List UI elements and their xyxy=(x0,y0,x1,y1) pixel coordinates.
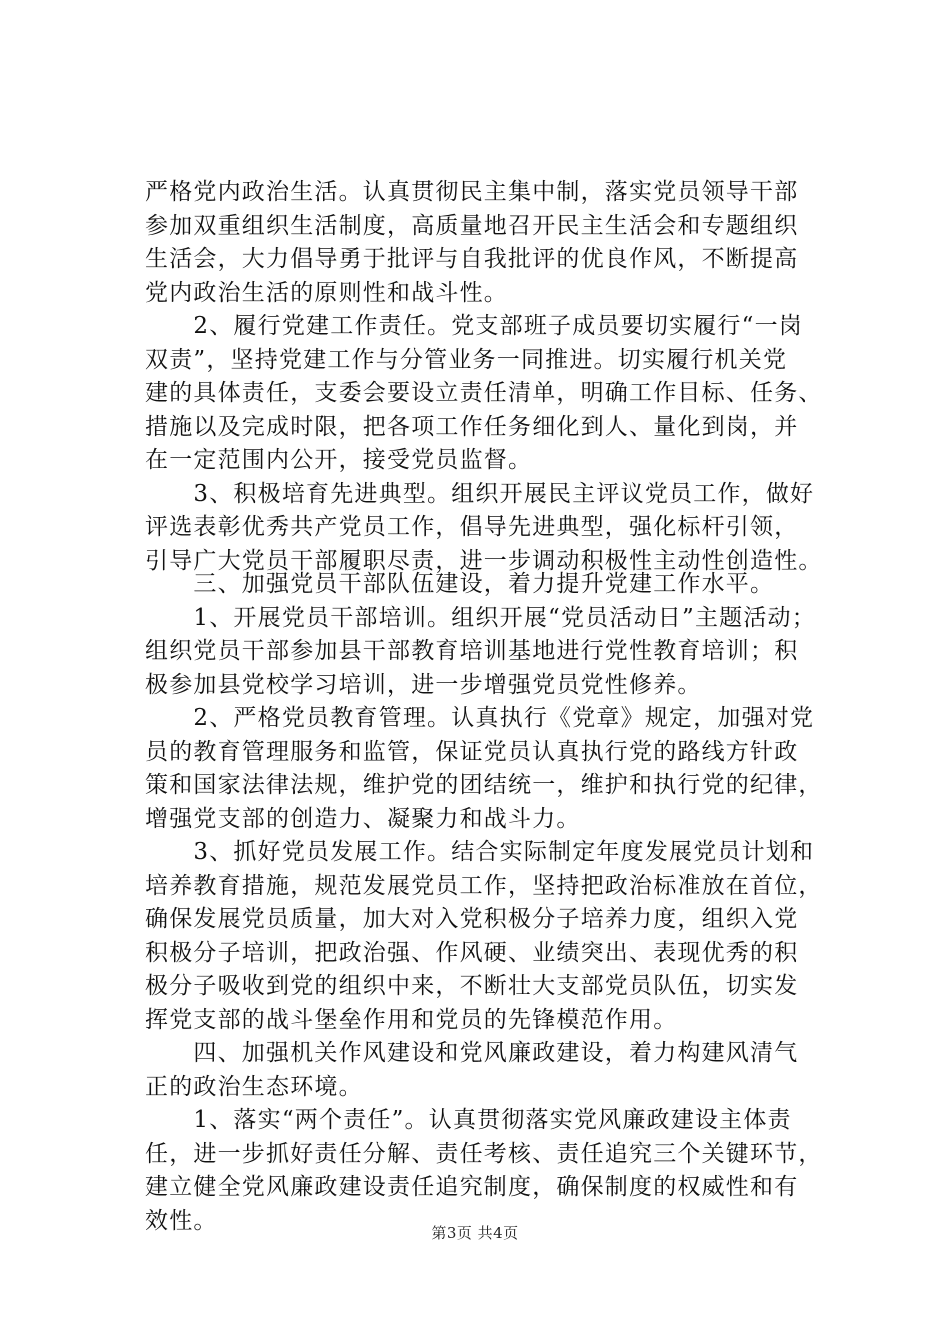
text-line: 1、开展党员干部培训。组织开展“党员活动日”主题活动； xyxy=(145,604,816,631)
text-line: 挥党支部的战斗堡垒作用和党员的先锋模范作用。 xyxy=(145,1006,678,1033)
text-line: 3、抓好党员发展工作。结合实际制定年度发展党员计划和 xyxy=(145,839,815,865)
text-line: 策和国家法律法规，维护党的团结统一，维护和执行党的纪律， xyxy=(145,772,823,798)
text-line: 建立健全党风廉政建设责任追究制度，确保制度的权威性和有 xyxy=(145,1174,799,1200)
section-heading: 四、加强机关作风建设和党风廉政建设，着力构建风清气 xyxy=(145,1040,799,1066)
text-line: 评选表彰优秀共产党员工作，倡导先进典型，强化标杆引领， xyxy=(145,514,799,540)
text-line: 生活会，大力倡导勇于批评与自我批评的优良作风，不断提高 xyxy=(145,246,799,272)
body-text-top xyxy=(145,176,845,578)
text-line: 培养教育措施，规范发展党员工作，坚持把政治标准放在首位， xyxy=(145,872,823,899)
text-line: 1、落实“两个责任”。认真贯彻落实党风廉政建设主体责 xyxy=(145,1107,792,1133)
text-line: 引导广大党员干部履职尽责，进一步调动积极性主动性创造性。 xyxy=(145,547,823,574)
text-line: 正的政治生态环境。 xyxy=(145,1073,363,1100)
body-text-bottom xyxy=(145,568,845,1238)
section-heading: 三、加强党员干部队伍建设，着力提升党建工作水平。 xyxy=(145,571,775,597)
text-line: 双责”，坚持党建工作与分管业务一同推进。切实履行机关党 xyxy=(145,346,788,373)
page-number-footer: 第3页 共4页 xyxy=(431,1224,519,1242)
text-line: 措施以及完成时限，把各项工作任务细化到人、量化到岗，并 xyxy=(145,413,799,440)
text-line: 极参加县党校学习培训，进一步增强党员党性修养。 xyxy=(145,671,702,698)
text-line: 组织党员干部参加县干部教育培训基地进行党性教育培训；积 xyxy=(145,638,799,664)
text-line: 在一定范围内公开，接受党员监督。 xyxy=(145,447,533,473)
text-line: 效性。 xyxy=(145,1207,218,1234)
text-line: 建的具体责任，支委会要设立责任清单，明确工作目标、任务、 xyxy=(145,380,823,406)
text-line: 极分子吸收到党的组织中来，不断壮大支部党员队伍，切实发 xyxy=(145,973,799,999)
text-line: 党内政治生活的原则性和战斗性。 xyxy=(145,279,508,306)
text-line: 确保发展党员质量，加大对入党积极分子培养力度，组织入党 xyxy=(145,906,799,932)
text-line: 参加双重组织生活制度，高质量地召开民主生活会和专题组织 xyxy=(145,212,799,239)
text-line: 增强党支部的创造力、凝聚力和战斗力。 xyxy=(145,805,581,832)
text-line: 严格党内政治生活。认真贯彻民主集中制，落实党员领导干部 xyxy=(145,179,799,205)
text-line: 积极分子培训，把政治强、作风硬、业绩突出、表现优秀的积 xyxy=(145,939,799,966)
text-line: 2、严格党员教育管理。认真执行《党章》规定，加强对党 xyxy=(145,705,815,731)
text-line: 员的教育管理服务和监管，保证党员认真执行党的路线方针政 xyxy=(145,738,799,765)
text-line: 任，进一步抓好责任分解、责任考核、责任追究三个关键环节， xyxy=(145,1140,823,1167)
text-line: 3、积极培育先进典型。组织开展民主评议党员工作，做好 xyxy=(145,480,815,507)
text-line: 2、履行党建工作责任。党支部班子成员要切实履行“一岗 xyxy=(145,313,803,339)
